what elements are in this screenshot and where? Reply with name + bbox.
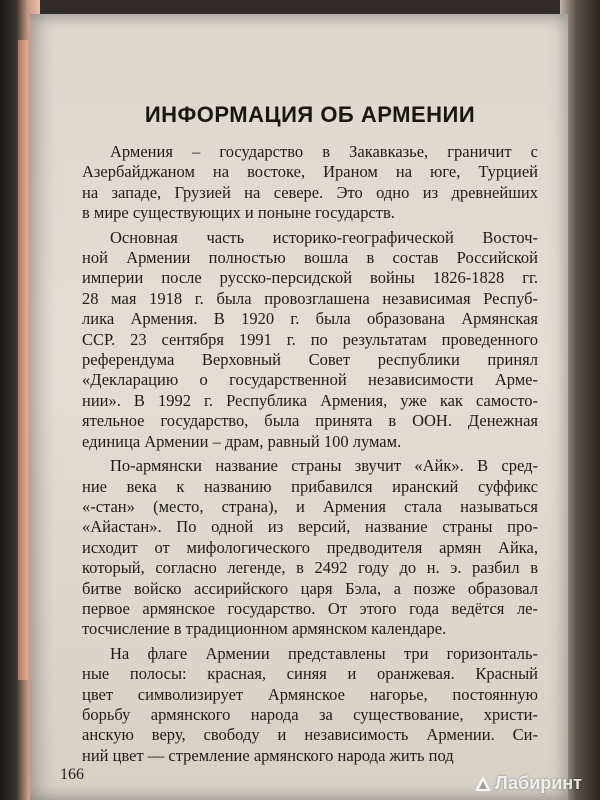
text-line: на западе, Грузией на севере. Это одно из древнейших — [82, 182, 538, 202]
page-content — [82, 102, 538, 770]
labirint-watermark — [474, 773, 582, 794]
book-spine-strip — [18, 40, 28, 680]
page-title: ИНФОРМАЦИЯ ОБ АРМЕНИИ — [144, 102, 476, 127]
text-line: битве войско ассирийского царя Бэла, а позже образовал — [82, 578, 538, 598]
text-line: «Декларацию о государственной независимости Арме- — [82, 370, 538, 390]
text-line: «Айастан». По одной из версий, название страны про- — [82, 517, 538, 537]
text-line: «-стан» (место, страна), и Армения стала называться — [82, 496, 538, 516]
text-line: исходит от мифологического предводителя армян Айка, — [82, 537, 538, 557]
text-line: лика Армения. В 1920 г. была образована Армянская — [82, 309, 538, 329]
text-line: Основная часть историко-географической Восточ- — [110, 227, 538, 247]
text-line: референдума Верховный Совет республики принял — [82, 350, 538, 370]
text-line: Азербайджаном на востоке, Ираном на юге, Турцией — [82, 162, 538, 182]
text-line: ние века к названию прибавился иранский суффикс — [82, 476, 538, 496]
page-number: 166 — [60, 766, 84, 783]
text-line: который, согласно легенде, в 2492 году до н. э. разбил в — [82, 558, 538, 578]
paragraph-3 — [82, 456, 538, 640]
text-line: первое армянское государство. От этого года ведётся ле- — [82, 598, 538, 618]
text-line: тосчисление в традиционном армянском календаре. — [82, 619, 447, 639]
text-line: По-армянски название страны звучит «Айк». В сред- — [110, 456, 538, 476]
text-line: анскую веру, свободу и независимость Армении. Си- — [82, 725, 538, 745]
text-line: единица Армении – драм, равный 100 лумам. — [82, 431, 402, 451]
paragraph-4 — [82, 644, 538, 766]
text-line: ССР. 23 сентября 1991 г. по результатам проведенного — [82, 329, 538, 349]
text-line: борьбу армянского народа за существование, христи- — [82, 704, 538, 724]
text-line: цвет символизирует Армянское нагорье, постоянную — [82, 684, 538, 704]
book-page — [30, 14, 568, 800]
watermark-text: Лабиринт — [494, 773, 582, 793]
text-line: 28 мая 1918 г. была провозглашена независимая Респуб- — [82, 288, 538, 308]
text-line: ний цвет — стремление армянского народа жить под — [82, 745, 454, 765]
text-line: ной Армении полностью вошла в состав Российской — [82, 248, 538, 268]
text-line: в мире существующих и поныне государств. — [82, 203, 395, 223]
paragraph-1 — [82, 142, 538, 224]
text-line: ятельное государство, была принята в ООН. Денежная — [82, 411, 538, 431]
text-line: ные полосы: красная, синяя и оранжевая. Красный — [82, 664, 538, 684]
text-line: На флаге Армении представлены три горизонталь- — [110, 643, 538, 663]
body-text — [82, 142, 538, 766]
text-line: Армения – государство в Закавказье, граничит с — [110, 142, 538, 161]
text-line: империи после русско-персидской войны 1826-1828 гг. — [82, 268, 538, 288]
labirint-logo-icon — [474, 775, 492, 793]
paragraph-2 — [82, 228, 538, 452]
text-line: нии». В 1992 г. Республика Армения, уже как самосто- — [82, 390, 538, 410]
